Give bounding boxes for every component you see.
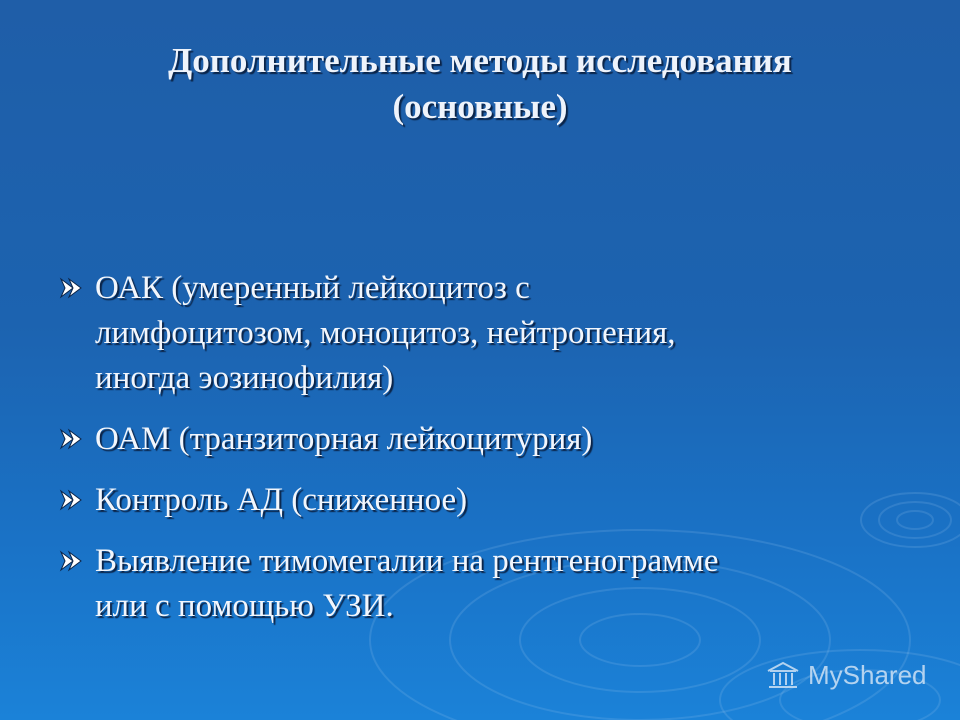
bullet-line: ОАМ (транзиторная лейкоцитурия) [95,421,593,457]
slide-title [40,38,920,130]
bullet-line: Выявление тимомегалии на рентгенограмме [95,543,719,579]
arrow-bullet-icon [59,428,83,450]
bullet-list [55,266,915,645]
arrow-bullet-icon [59,277,83,299]
bullet-line: иногда эозинофилия) [95,360,394,396]
arrow-bullet-icon [59,489,83,511]
bullet-item-oam [55,417,915,462]
arrow-bullet-icon [59,550,83,572]
bullet-line: ОАК (умеренный лейкоцитоз с [95,270,530,306]
bullet-line: или с помощью УЗИ. [95,588,394,624]
bullet-item-thymus [55,539,915,629]
slide-title-line-2: (основные) [392,87,568,126]
watermark-logo[interactable] [766,655,946,695]
watermark-text: MyShared [808,660,927,690]
building-icon [766,661,800,689]
bullet-item-oak [55,266,915,401]
slide-title-line-1: Дополнительные методы исследования [168,41,792,80]
bullet-line: Контроль АД (сниженное) [95,482,468,518]
bullet-item-bp [55,478,915,523]
bullet-line: лимфоцитозом, моноцитоз, нейтропения, [95,315,676,351]
